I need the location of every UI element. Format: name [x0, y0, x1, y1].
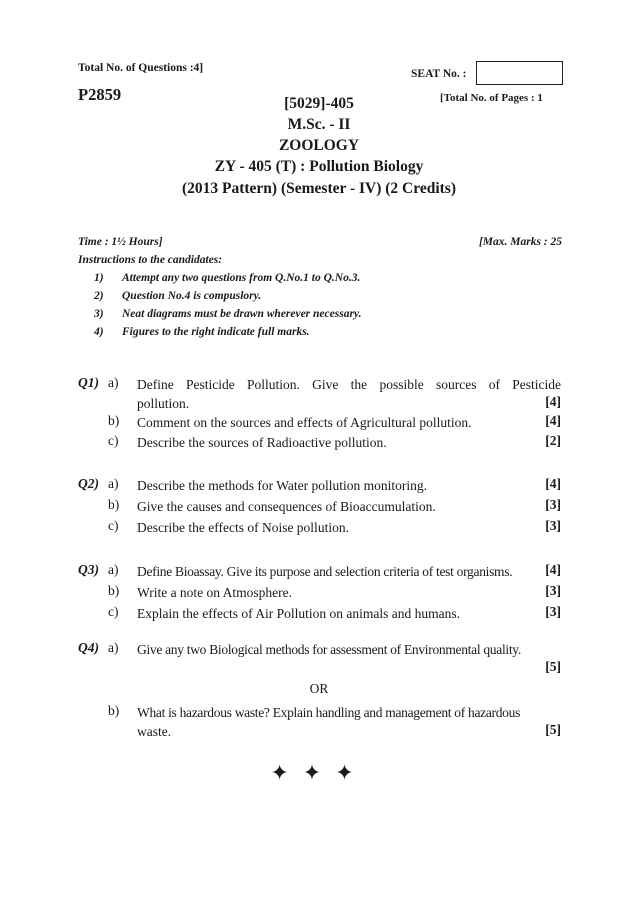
subpart-label: a) [108, 375, 119, 390]
instructions-title: Instructions to the candidates: [78, 254, 223, 266]
marks: [3] [545, 518, 561, 533]
instruction-number: 2) [94, 290, 104, 302]
time-allowed: Time : 1½ Hours] [78, 236, 163, 248]
marks: [4] [545, 394, 561, 409]
question-label: Q4) [78, 640, 99, 655]
subpart-label: c) [108, 518, 119, 533]
max-marks: [Max. Marks : 25 [478, 236, 562, 248]
question-label: Q3) [78, 562, 99, 577]
question-text: Describe the effects of Noise pollution. [137, 520, 349, 535]
marks: [4] [545, 476, 561, 491]
question-text: Define Pesticide Pollution. Give the possible sources of Pesticide [137, 377, 561, 392]
subpart-label: b) [108, 703, 120, 718]
instruction-text: Neat diagrams must be drawn wherever necessary. [122, 308, 362, 320]
marks: [3] [545, 497, 561, 512]
question-text: Comment on the sources and effects of Agricultural pollution. [137, 415, 472, 430]
or-separator: OR [309, 681, 329, 696]
paper-code: P2859 [78, 85, 122, 104]
marks: [2] [545, 433, 561, 448]
subpart-label: b) [108, 583, 120, 598]
pattern-line: (2013 Pattern) (Semester - IV) (2 Credits) [181, 180, 457, 197]
question-text: Give the causes and consequences of Bioaccumulation. [137, 499, 436, 514]
question-text: pollution. [137, 396, 190, 411]
question-text: Explain the effects of Air Pollution on animals and humans. [137, 606, 460, 621]
subpart-label: c) [108, 433, 119, 448]
question-label: Q2) [78, 476, 99, 491]
exam-code: [5029]-405 [284, 95, 354, 112]
question-label: Q1) [78, 375, 99, 390]
total-pages: [Total No. of Pages : 1 [440, 92, 543, 104]
marks: [4] [545, 413, 561, 428]
subpart-label: a) [108, 562, 119, 577]
marks: [5] [545, 659, 561, 674]
question-text: Describe the sources of Radioactive pollution. [137, 435, 387, 450]
paper-title: ZY - 405 (T) : Pollution Biology [214, 158, 424, 175]
instruction-number: 1) [94, 272, 104, 284]
question-text: Describe the methods for Water pollution monitoring. [137, 478, 427, 493]
subpart-label: a) [108, 476, 119, 491]
instruction-text: Figures to the right indicate full marks. [122, 326, 310, 338]
course-title: M.Sc. - II [287, 116, 351, 133]
question-text: Give any two Biological methods for assessment of Environmental quality. [137, 642, 521, 657]
subpart-label: b) [108, 497, 120, 512]
instruction-number: 3) [94, 308, 104, 320]
marks: [4] [545, 562, 561, 577]
instruction-number: 4) [94, 326, 104, 338]
subject-title: ZOOLOGY [278, 137, 360, 154]
marks: [3] [545, 604, 561, 619]
subpart-label: a) [108, 640, 119, 655]
end-stars-icon: ✦✦✦ [270, 760, 368, 785]
instruction-text: Attempt any two questions from Q.No.1 to Q.No.3. [122, 272, 361, 284]
question-text: What is hazardous waste? Explain handling and management of hazardous [137, 705, 521, 720]
seat-number-label: SEAT No. : [411, 68, 467, 80]
question-text: Define Bioassay. Give its purpose and selection criteria of test organisms. [137, 564, 513, 579]
marks: [3] [545, 583, 561, 598]
subpart-label: c) [108, 604, 119, 619]
question-text: Write a note on Atmosphere. [137, 585, 293, 600]
instruction-text: Question No.4 is compuslory. [122, 290, 262, 302]
question-text: waste. [137, 724, 172, 739]
total-questions: Total No. of Questions :4] [78, 62, 204, 74]
marks: [5] [545, 722, 561, 737]
seat-number-box[interactable] [476, 61, 563, 85]
subpart-label: b) [108, 413, 120, 428]
